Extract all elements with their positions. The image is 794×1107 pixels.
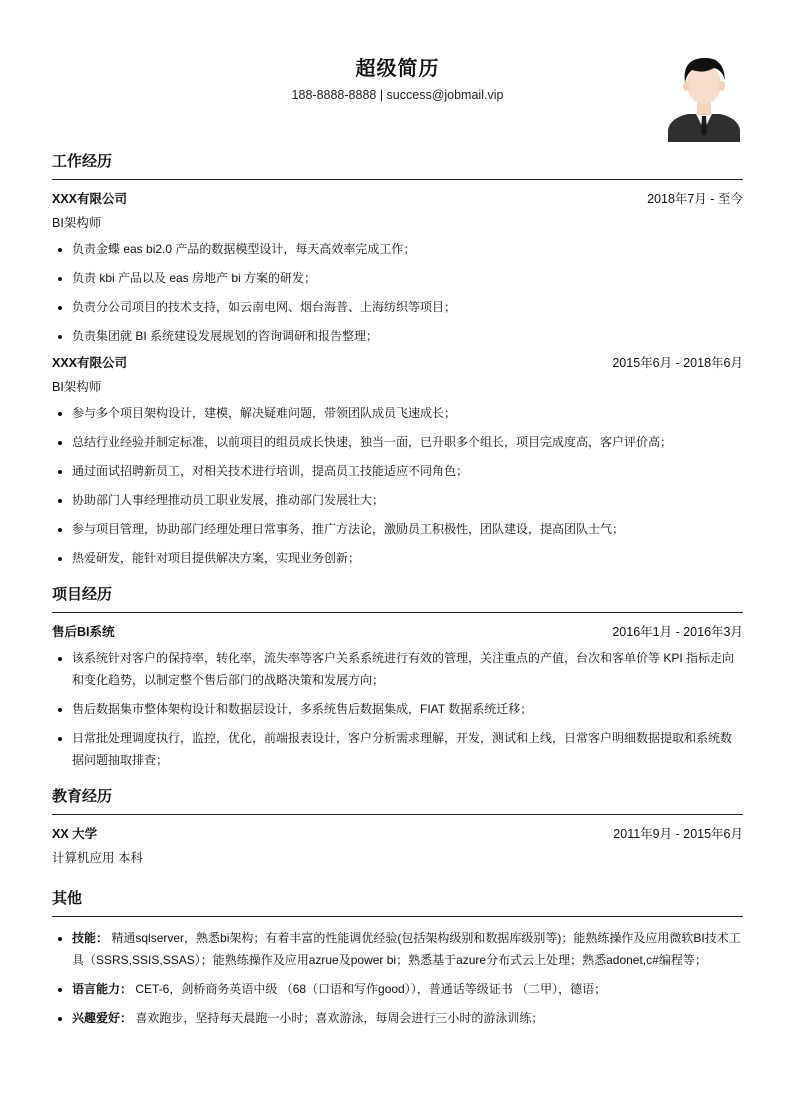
other-item-text: CET-6，剑桥商务英语中级 （68（口语和写作good）），普通话等级证书 （二甲），德语； [132,982,607,996]
other-item-text: 喜欢跑步，坚持每天晨跑一小时；喜欢游泳，每周会进行三小时的游泳训练； [132,1011,544,1025]
education-section-title: 教育经历 [52,785,743,815]
job-duty: • 协助部门人事经理推动员工职业发展，推动部门发展壮大； [72,489,743,511]
resume-header [52,0,743,150]
other-item [72,927,743,971]
education-section [52,785,743,867]
job-duty: • 热爱研发，能针对项目提供解决方案，实现业务创新； [72,547,743,569]
education-major: 计算机应用 本科 [52,851,143,865]
project-section [52,583,743,771]
other-section-title: 其他 [52,887,743,917]
job-entry [52,354,743,569]
job-duty: • 总结行业经验并制定标准，以前项目的组员成长快速，独当一面，已升职多个组长，项目完成度高，客户评价高； [72,431,743,453]
job-company: XXX有限公司 [52,356,128,370]
project-item: • 日常批处理调度执行，监控，优化，前端报表设计，客户分析需求理解，开发，测试和上线，日常客户明细数据提取和系统数据问题抽取排查； [72,727,743,771]
job-duty: • 负责金蝶 eas bi2.0 产品的数据模型设计，每天高效率完成工作； [72,238,743,260]
other-item-label: 兴趣爱好： [72,1011,133,1025]
work-section-title: 工作经历 [52,150,743,180]
project-item: • 该系统针对客户的保持率，转化率，流失率等客户关系系统进行有效的管理，关注重点的产值，台次和客单价等 KPI 指标走向和变化趋势，以制定整个售后部门的战略决策和发展方向； [72,647,743,691]
project-item: • 售后数据集市整体架构设计和数据层设计，多系统售后数据集成，FIAT 数据系统迁移； [72,698,743,720]
contact-info: 188-8888-8888 | success@jobmail.vip [291,88,504,102]
project-period: 2016年1月 - 2016年3月 [612,625,743,639]
other-item-label: 语言能力： [72,982,133,996]
other-item [72,1007,743,1029]
job-duty: • 负责 kbi 产品以及 eas 房地产 bi 方案的研发； [72,267,743,289]
job-role: BI架构师 [52,216,102,230]
work-section [52,150,743,569]
job-duty: • 参与多个项目架构设计，建模，解决疑难问题，带领团队成员飞速成长； [72,402,743,424]
other-section [52,887,743,1029]
job-period: 2015年6月 - 2018年6月 [612,356,743,370]
other-item-label: 技能： [72,931,109,945]
avatar-photo [668,50,740,142]
job-entry [52,190,743,347]
job-period: 2018年7月 - 至今 [647,192,743,206]
other-item [72,978,743,1000]
candidate-name: 超级简历 [355,58,440,80]
project-name: 售后BI系统 [52,625,115,639]
school-name: XX 大学 [52,827,98,841]
project-section-title: 项目经历 [52,583,743,613]
job-company: XXX有限公司 [52,192,128,206]
job-role: BI架构师 [52,380,102,394]
job-duty: • 参与项目管理，协助部门经理处理日常事务，推广方法论，激励员工积极性，团队建设，提高团队士气； [72,518,743,540]
other-item-text: 精通sqlserver，熟悉bi架构；有着丰富的性能调优经验(包括架构级别和数据库级别等)；能熟练操作及应用微软BI技术工具（SSRS,SSIS,SSAS）；能熟练操作及应用azrue及power bi；熟悉基于azure分布式云上处理；熟悉adonet,c#编程等； [72,931,741,967]
job-duty: • 负责集团就 BI 系统建设发展规划的咨询调研和报告整理； [72,325,743,347]
job-duty: • 负责分公司项目的技术支持，如云南电网、烟台海普、上海纺织等项目； [72,296,743,318]
resume-page [52,0,743,1036]
education-period: 2011年9月 - 2015年6月 [613,827,743,841]
job-duty: • 通过面试招聘新员工，对相关技术进行培训，提高员工技能适应不同角色； [72,460,743,482]
